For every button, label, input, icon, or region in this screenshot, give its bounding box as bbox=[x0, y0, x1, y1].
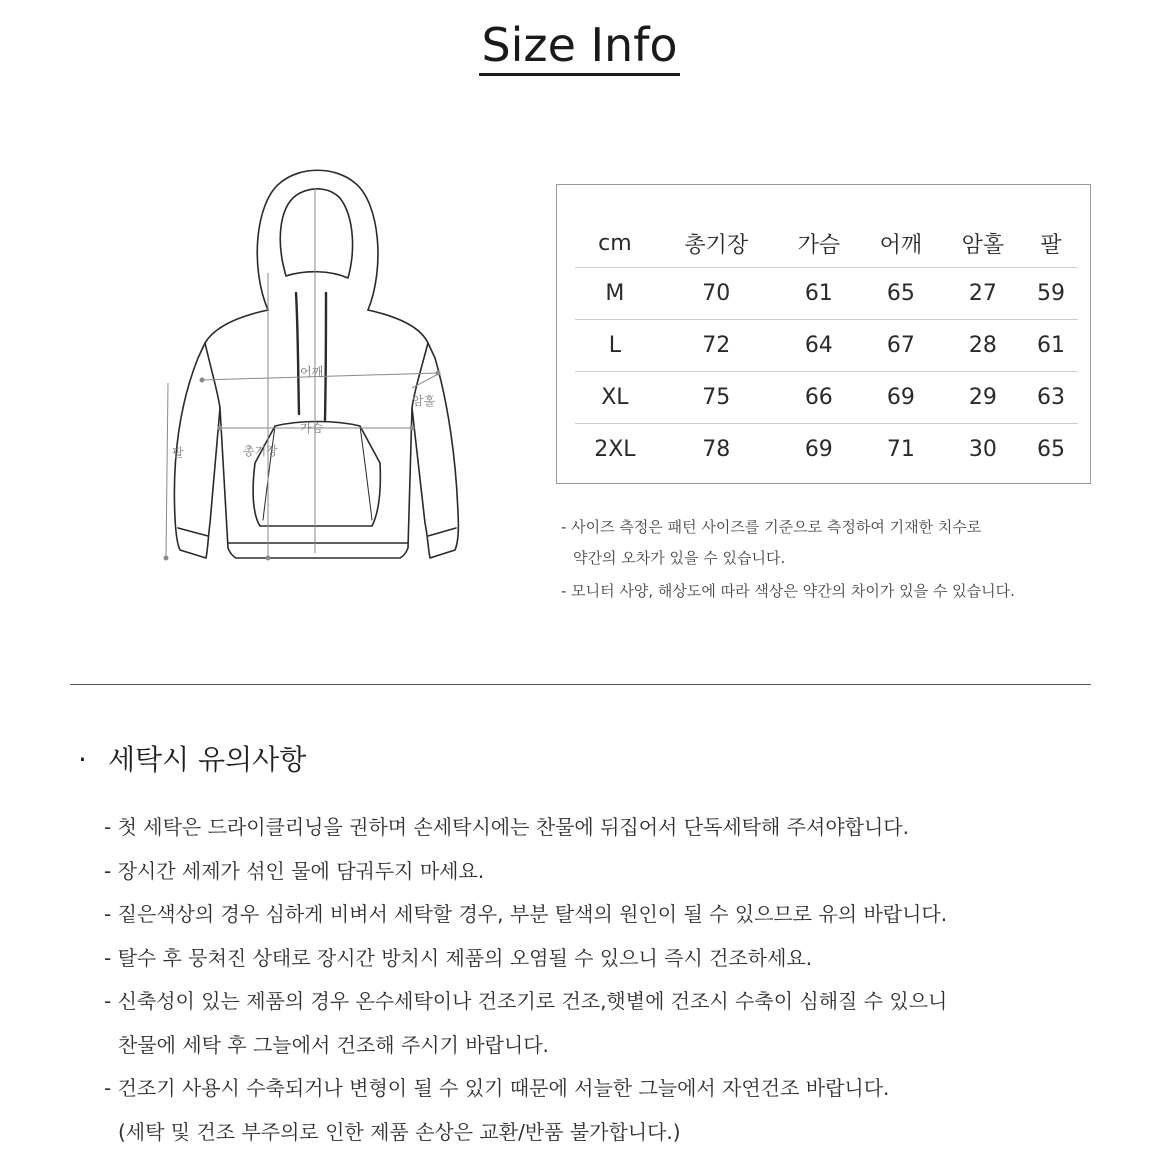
header-chest: 가슴 bbox=[778, 219, 860, 268]
hood-outline bbox=[257, 170, 378, 310]
value-cell: 67 bbox=[860, 320, 942, 372]
size-notes bbox=[561, 512, 1015, 607]
size-cell: M bbox=[575, 268, 655, 320]
table-row bbox=[575, 424, 1078, 476]
shoulder-label: 어깨 bbox=[300, 365, 324, 379]
care-item: - 장시간 세제가 섞인 물에 담궈두지 마세요. bbox=[104, 858, 485, 883]
note-line: - 모니터 사양, 해상도에 따라 색상은 약간의 차이가 있을 수 있습니다. bbox=[561, 582, 1015, 600]
header-shoulder: 어깨 bbox=[860, 219, 942, 268]
value-cell: 61 bbox=[1024, 320, 1078, 372]
care-section-title: · 세탁시 유의사항 bbox=[78, 743, 307, 776]
care-item: - 건조기 사용시 수축되거나 변형이 될 수 있기 때문에 서늘한 그늘에서 자연건조 바랍니다. bbox=[104, 1076, 890, 1100]
table-row bbox=[575, 372, 1078, 424]
care-item: - 신축성이 있는 제품의 경우 온수세탁이나 건조기로 건조,햇볕에 건조시 수축이 심해질 수 있으니 bbox=[104, 989, 948, 1013]
value-cell: 78 bbox=[702, 437, 731, 462]
value-cell: 27 bbox=[942, 268, 1024, 320]
size-table-header-row bbox=[575, 219, 1078, 268]
care-item: - 짙은색상의 경우 심하게 비벼서 세탁할 경우, 부분 탈색의 원인이 될 수 있으므로 유의 바랍니다. bbox=[104, 902, 948, 926]
chest-label: 가슴 bbox=[300, 421, 324, 435]
size-cell: XL bbox=[575, 372, 655, 424]
size-cell: 2XL bbox=[594, 437, 636, 462]
note-line: - 사이즈 측정은 패턴 사이즈를 기준으로 측정하여 기재한 치수로 bbox=[561, 518, 982, 536]
care-item: - 탈수 후 뭉쳐진 상태로 장시간 방치시 제품의 오염될 수 있으니 즉시 건조하세요. bbox=[104, 945, 813, 970]
bullet-icon: · bbox=[78, 743, 87, 776]
hood-opening bbox=[280, 189, 352, 278]
care-item: 찬물에 세탁 후 그늘에서 건조해 주시기 바랍니다. bbox=[118, 1032, 549, 1057]
value-cell: 75 bbox=[655, 372, 778, 424]
care-item: (세탁 및 건조 부주의로 인한 제품 손상은 교환/반품 불가합니다.) bbox=[118, 1119, 681, 1144]
value-cell: 29 bbox=[942, 372, 1024, 424]
drawstring-right bbox=[325, 293, 326, 420]
value-cell: 71 bbox=[886, 437, 915, 462]
drawstring-left bbox=[296, 293, 299, 414]
armhole-label: 암홀 bbox=[412, 394, 436, 408]
value-cell: 69 bbox=[804, 437, 833, 462]
header-cm: cm bbox=[575, 219, 655, 268]
size-cell: L bbox=[575, 320, 655, 372]
header-armhole: 암홀 bbox=[942, 219, 1024, 268]
size-table bbox=[575, 219, 1078, 475]
care-item: - 첫 세탁은 드라이클리닝을 권하며 손세탁시에는 찬물에 뒤집어서 단독세탁해 주셔야합니다. bbox=[104, 815, 909, 839]
header-sleeve: 팔 bbox=[1024, 219, 1078, 268]
header-total-length: 총기장 bbox=[655, 219, 778, 268]
page-title: Size Info bbox=[0, 18, 1159, 72]
value-cell: 63 bbox=[1024, 372, 1078, 424]
care-instructions bbox=[104, 806, 947, 1154]
value-cell: 66 bbox=[778, 372, 860, 424]
value-cell: 69 bbox=[860, 372, 942, 424]
value-cell: 61 bbox=[778, 268, 860, 320]
value-cell: 64 bbox=[778, 320, 860, 372]
hoodie-diagram bbox=[150, 158, 460, 578]
sleeve-label: 팔 bbox=[172, 446, 184, 460]
value-cell: 70 bbox=[655, 268, 778, 320]
value-cell: 28 bbox=[942, 320, 1024, 372]
size-table-box bbox=[556, 184, 1091, 484]
total-length-label: 총기장 bbox=[243, 444, 278, 458]
note-line: 약간의 오차가 있을 수 있습니다. bbox=[573, 549, 786, 567]
value-cell: 65 bbox=[860, 268, 942, 320]
value-cell: 65 bbox=[1036, 437, 1065, 462]
section-divider bbox=[70, 684, 1091, 685]
table-row bbox=[575, 320, 1078, 372]
value-cell: 72 bbox=[655, 320, 778, 372]
value-cell: 30 bbox=[968, 437, 997, 462]
table-row bbox=[575, 268, 1078, 320]
value-cell: 59 bbox=[1024, 268, 1078, 320]
